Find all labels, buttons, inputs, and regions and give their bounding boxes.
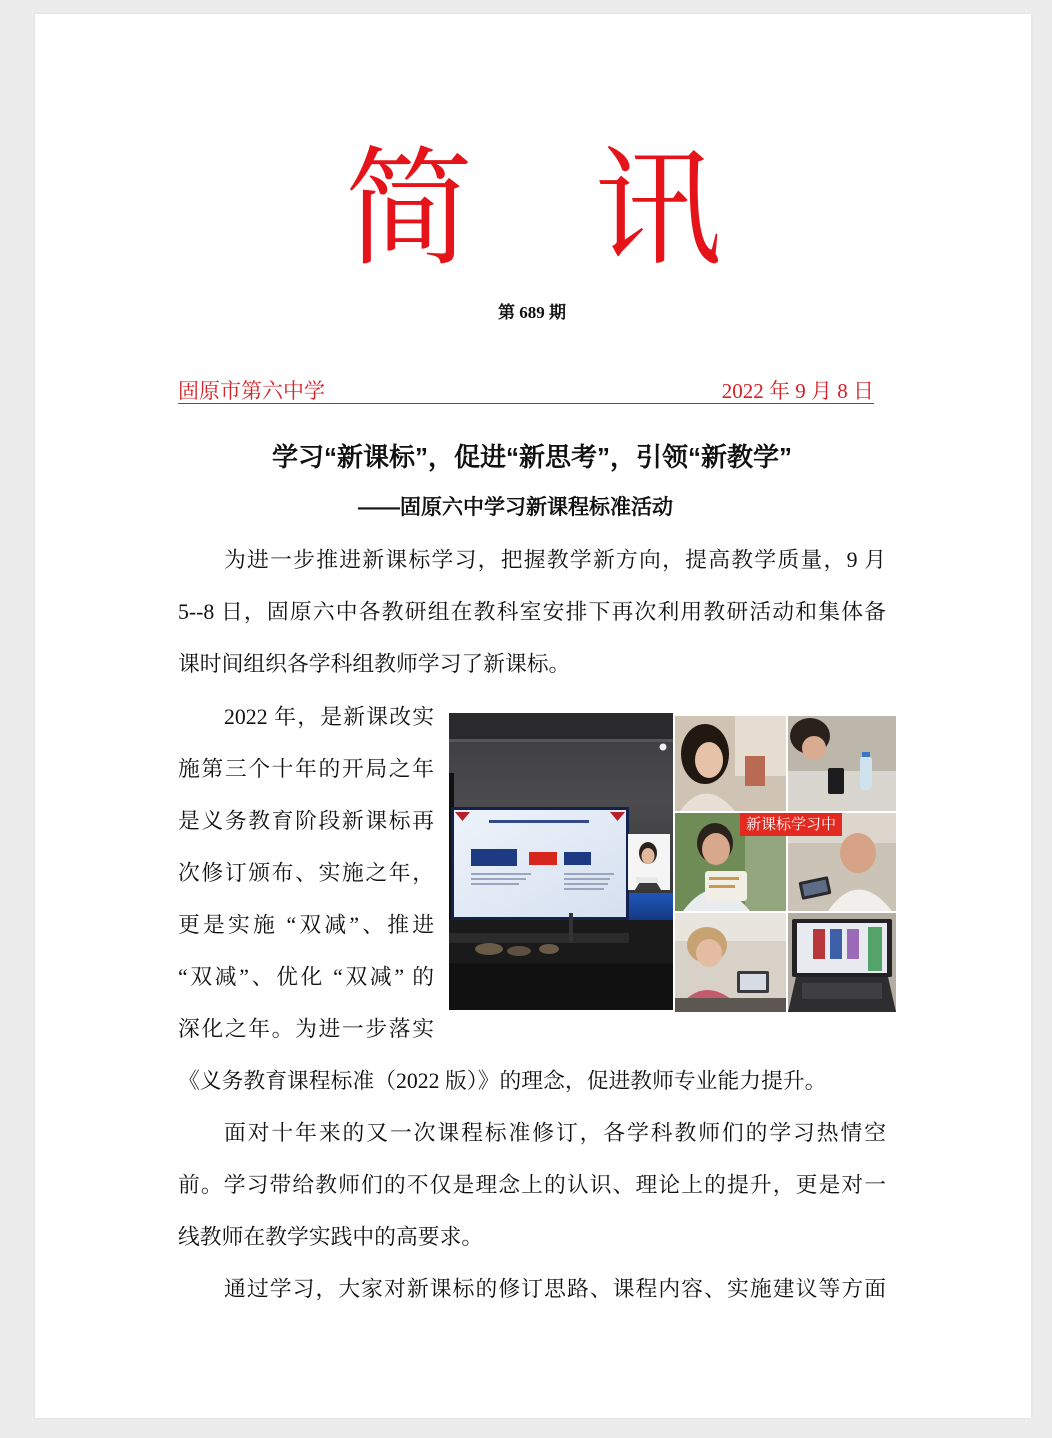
auditorium-photo-graphic xyxy=(449,713,673,1010)
collage-tile-phone-reading xyxy=(788,716,896,811)
body-line: 课时间组织各学科组教师学习了新课标。 xyxy=(178,652,571,676)
body-line: 施第三个十年的开局之年 xyxy=(178,757,434,781)
body-line: “双减”、优化 “双减” 的 xyxy=(178,965,434,989)
issue-date: 2022 年 9 月 8 日 xyxy=(721,379,874,403)
body-line: 2022 年，是新课改实 xyxy=(224,705,434,729)
issue-number: 第 689 期 xyxy=(498,303,566,322)
body-line: 前。学习带给教师们的不仅是理念上的认识、理论上的提升，更是对一 xyxy=(178,1173,886,1197)
auditorium-photo xyxy=(449,713,673,1010)
collage-tile-woman-reading xyxy=(675,716,786,811)
header-rule xyxy=(178,403,874,404)
collage-tile-woman-tablet xyxy=(675,913,786,1012)
body-line: 通过学习，大家对新课标的修订思路、课程内容、实施建议等方面 xyxy=(224,1277,886,1301)
body-line: 5--8 日，固原六中各教研组在教科室安排下再次利用教研活动和集体备 xyxy=(178,600,886,624)
masthead-char-2: 讯 xyxy=(593,135,722,284)
school-name: 固原市第六中学 xyxy=(178,379,325,403)
body-line: 是义务教育阶段新课标再 xyxy=(178,809,434,833)
collage-badge: 新课标学习中 xyxy=(740,813,842,836)
body-line: 深化之年。为进一步落实 xyxy=(178,1017,434,1041)
article-title: 学习“新课标”，促进“新思考”，引领“新教学” xyxy=(271,442,792,472)
body-line: 为进一步推进新课标学习，把握教学新方向，提高教学质量，9 月 xyxy=(224,548,886,572)
collage-tile-laptop xyxy=(788,913,896,1012)
body-line: 《义务教育课程标准（2022 版）》的理念，促进教师专业能力提升。 xyxy=(178,1069,827,1093)
masthead-char-1: 简 xyxy=(344,135,473,284)
body-line: 更是实施 “双减”、推进 xyxy=(178,913,434,937)
body-line: 面对十年来的又一次课程标准修订，各学科教师们的学习热情空 xyxy=(224,1121,886,1145)
teachers-collage xyxy=(675,716,896,1012)
article-subtitle: ——固原六中学习新课程标准活动 xyxy=(358,496,673,519)
body-line: 次修订颁布、实施之年， xyxy=(178,861,434,885)
body-line: 线教师在教学实践中的高要求。 xyxy=(178,1225,484,1249)
